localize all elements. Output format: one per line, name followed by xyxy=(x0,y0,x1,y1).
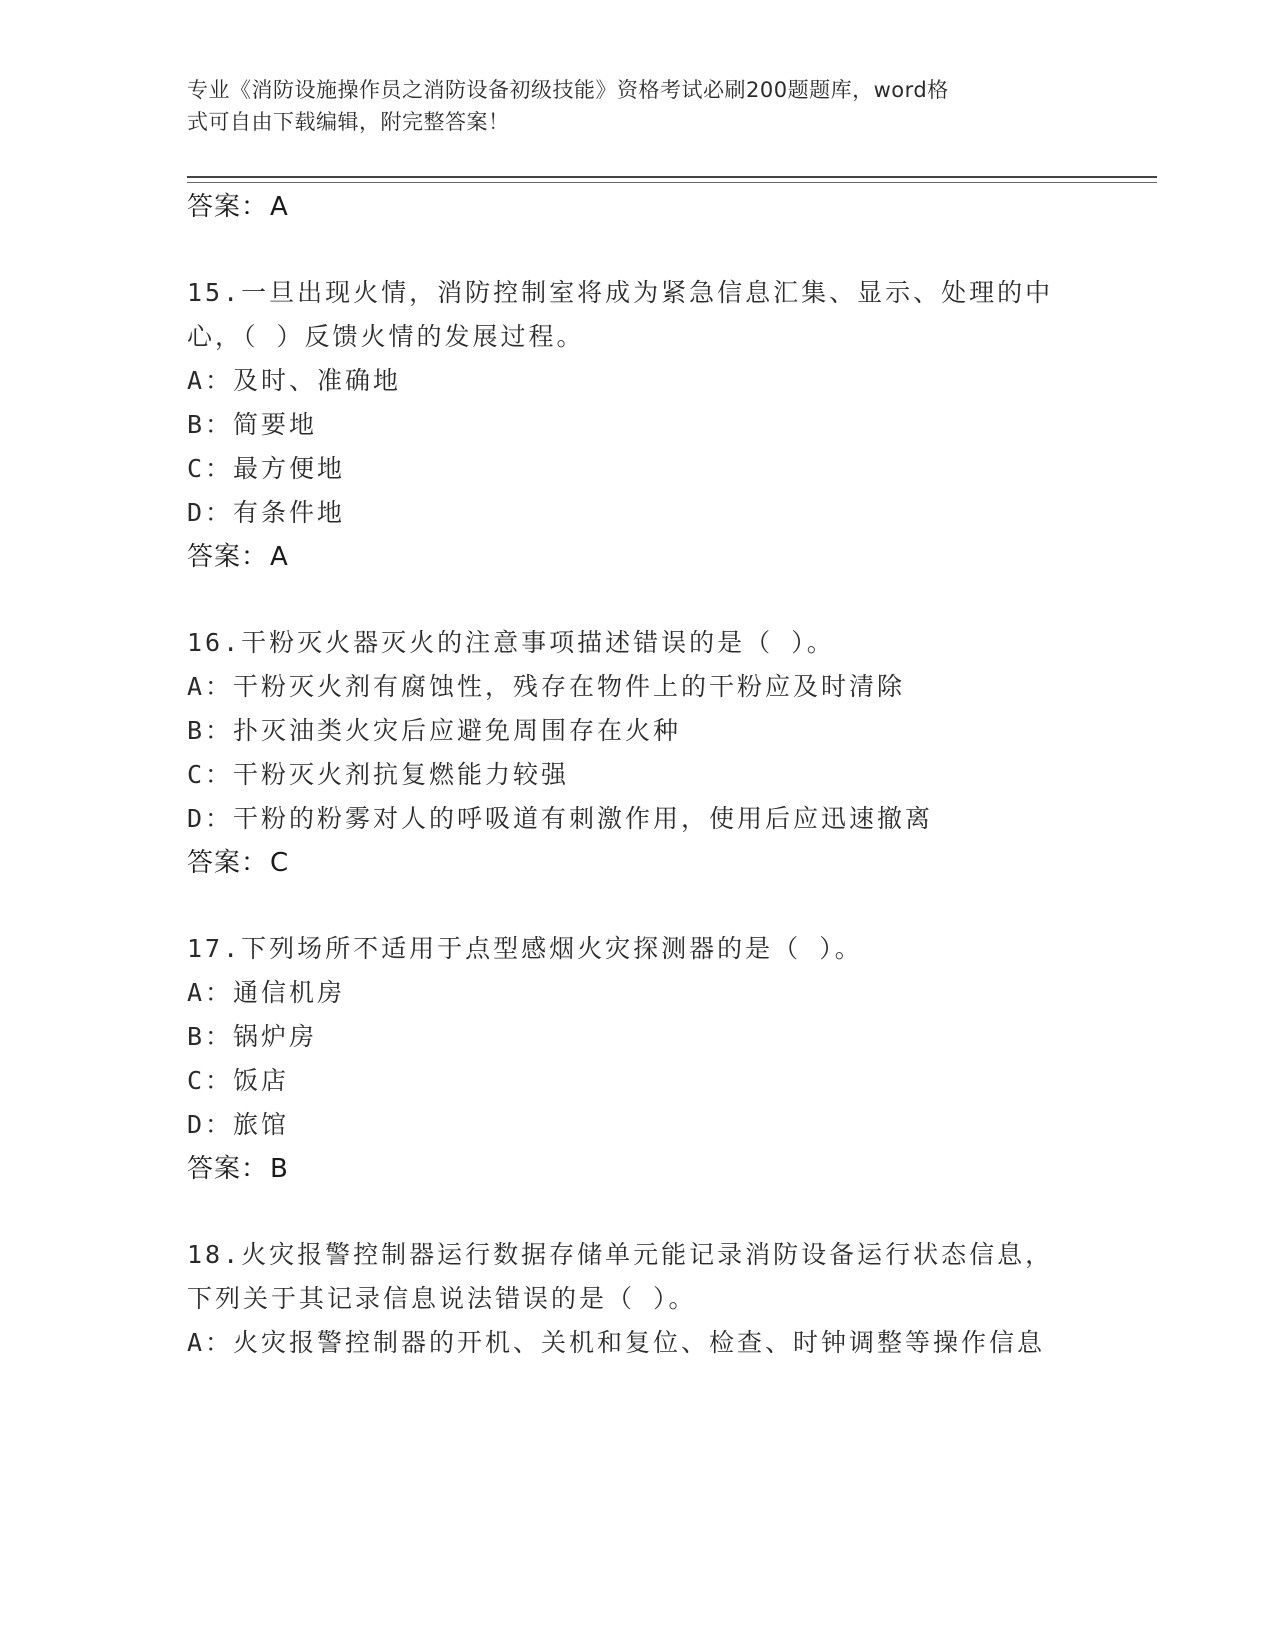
question-17-stem: 17.下列场所不适用于点型感烟火灾探测器的是（ ）。 xyxy=(187,934,863,963)
question-16-option-b: B：扑灭油类火灾后应避免周围存在火种 xyxy=(187,716,682,745)
question-15-stem-line-1: 15.一旦出现火情，消防控制室将成为紧急信息汇集、显示、处理的中 xyxy=(187,278,1054,307)
question-16-option-c: C：干粉灭火剂抗复燃能力较强 xyxy=(187,760,570,789)
question-17-option-b: B：锅炉房 xyxy=(187,1022,318,1051)
question-18-option-a: A：火灾报警控制器的开机、关机和复位、检查、时钟调整等操作信息 xyxy=(187,1328,1046,1357)
question-15-option-c: C：最方便地 xyxy=(187,454,346,483)
header-divider xyxy=(187,176,1157,178)
header-divider-thin xyxy=(187,182,1157,183)
question-17-option-c: C：饭店 xyxy=(187,1066,290,1095)
question-16-stem: 16.干粉灭火器灭火的注意事项描述错误的是（ ）。 xyxy=(187,628,835,657)
answer-label: 答案： xyxy=(187,192,269,222)
question-16-answer xyxy=(187,842,289,879)
header-line-1: 专业《消防设施操作员之消防设备初级技能》资格考试必刷200题题库，word格 xyxy=(187,78,949,102)
question-16-option-a: A：干粉灭火剂有腐蚀性，残存在物件上的干粉应及时清除 xyxy=(187,672,906,701)
question-15-option-b: B：简要地 xyxy=(187,410,318,439)
question-17-option-a: A：通信机房 xyxy=(187,978,346,1007)
answer-line xyxy=(187,186,289,223)
answer-value: B xyxy=(270,1154,289,1184)
question-15-stem-line-2: 心，（ ）反馈火情的发展过程。 xyxy=(187,322,585,351)
answer-label: 答案： xyxy=(187,542,269,572)
question-18-stem-line-2: 下列关于其记录信息说法错误的是（ ）。 xyxy=(187,1284,697,1313)
question-18-stem-line-1: 18.火灾报警控制器运行数据存储单元能记录消防设备运行状态信息， xyxy=(187,1240,1054,1269)
question-15-answer xyxy=(187,536,289,573)
document-header xyxy=(187,74,1077,138)
question-15-option-a: A：及时、准确地 xyxy=(187,366,402,395)
question-16-option-d: D：干粉的粉雾对人的呼吸道有刺激作用，使用后应迅速撤离 xyxy=(187,804,934,833)
question-15-option-d: D：有条件地 xyxy=(187,498,346,527)
answer-value: C xyxy=(270,848,290,878)
header-line-2: 式可自由下载编辑，附完整答案！ xyxy=(187,110,510,134)
question-17-answer xyxy=(187,1148,289,1185)
answer-label: 答案： xyxy=(187,848,269,878)
answer-value: A xyxy=(270,542,289,572)
question-17-option-d: D：旅馆 xyxy=(187,1110,290,1139)
answer-value: A xyxy=(270,192,289,222)
answer-label: 答案： xyxy=(187,1154,269,1184)
